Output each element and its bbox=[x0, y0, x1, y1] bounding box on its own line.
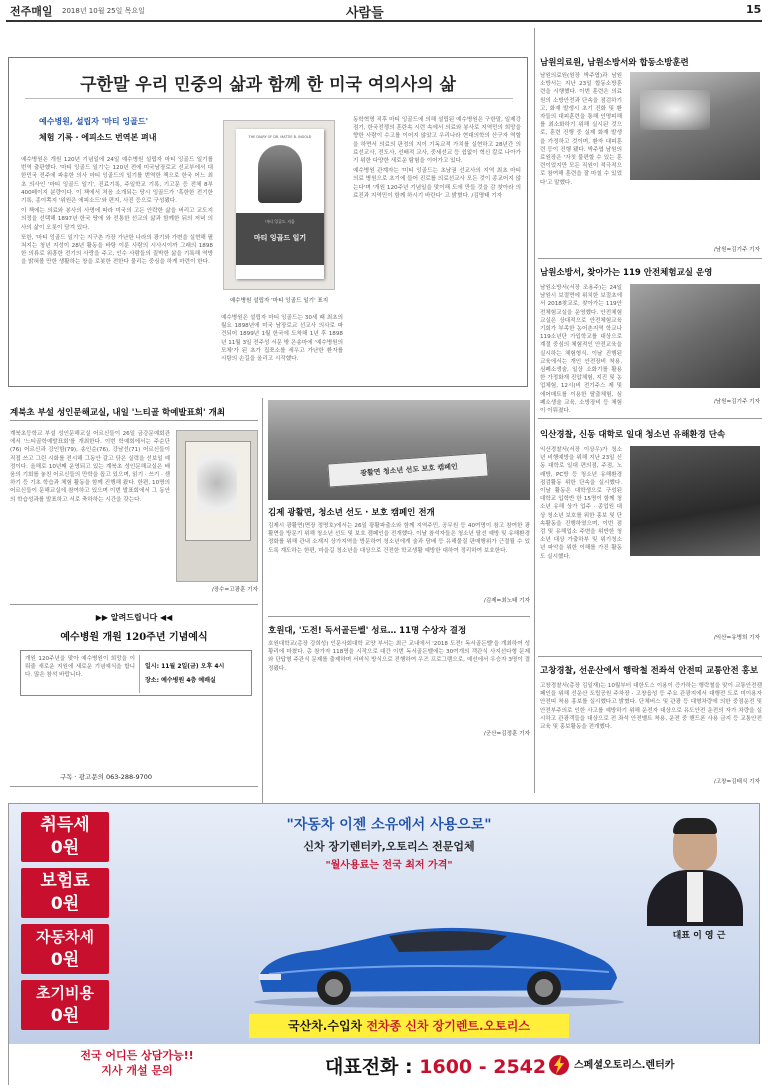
ad-badge-label: 취득세 bbox=[40, 815, 90, 835]
center-article1-title: 김제 광활면, 청소년 선도 · 보호 캠페인 전개 bbox=[268, 508, 435, 518]
artwork-sketch bbox=[197, 453, 237, 513]
notice-description: 개원 120주년을 맞아 예수병원이 희망을 이뤄줄 새로운 지원에 새로운 기념예식을 합니다. 많은 참석 바랍니다. bbox=[25, 656, 135, 679]
subscription-contact: 구독 · 광고문의 063-288-9700 bbox=[60, 773, 152, 781]
notice-divider bbox=[139, 655, 140, 693]
center-article1-byline: /김제=최노태 기자 bbox=[483, 598, 530, 604]
spray-mist bbox=[640, 90, 710, 130]
section-rule bbox=[10, 604, 258, 605]
book-author-portrait bbox=[258, 145, 302, 203]
right-article3-byline: /익산=유병희 기자 bbox=[713, 635, 760, 641]
main-article-subtitle1: 예수병원, 설립자 '마티 잉골드' bbox=[39, 117, 149, 126]
section-rule bbox=[538, 258, 762, 259]
ad-badge-value: 0원 bbox=[50, 838, 80, 858]
section-rule bbox=[10, 786, 258, 787]
ad-badge-value: 0원 bbox=[50, 950, 80, 970]
ad-footer bbox=[9, 1044, 761, 1086]
right-article1-body-top: 남원의료원(원장 박주엽)과 남원소방서는 지난 23일 합동소방훈련을 시행했다. 이번 훈련은 의료원의 소방안전과 단속을 점검하기 고, 화재 발생시 초기 진화 및 환자들의 대피훈련을 통해 인명피해를 최소화하기 위해 실시된 것으로, 훈련 진행 중 실제 화재 발생을 가정하고 것이며, 환자 대피훈련 등이 진행 됐다. 박주엽 남원의료원장은 '자칫 불편할 수 있는 훈련이었지만 모든 직원이 적극적으로 참여해 훈련을 잘 마칠 수 있었다'고 말했다. bbox=[540, 73, 622, 186]
page-header bbox=[6, 0, 762, 22]
campaign-banner-text: 광활면 청소년 선도 보호 캠페인 bbox=[360, 462, 458, 478]
ad-badge-insurance bbox=[21, 868, 109, 918]
ad-consult-line1: 전국 어디든 상담가능!! bbox=[80, 1049, 194, 1062]
ad-slogan-service: 신차 장기렌터카,오토리스 전문업체 bbox=[303, 840, 475, 853]
issue-date: 2018년 10월 25일 목요일 bbox=[62, 7, 145, 15]
book-cover-small-title: THE DIARY OF DR. MATTIE B. INGOLD bbox=[248, 135, 312, 139]
safety-class-photo bbox=[630, 284, 760, 388]
right-article4-title: 고창경찰, 선운산에서 행락철 전좌석 안전띠 교통안전 홍보 bbox=[540, 666, 759, 676]
ad-badge-car-tax bbox=[21, 924, 109, 974]
ad-bar-prefix: 국산차.수입차 bbox=[288, 1019, 367, 1033]
main-article-body-col2: 예수병원은 설립자 마티 잉골드는 30세 때 최초의 월요 1898년에 미국 남장로교 선교사 의사로 파견되어 1899년 1월 한국에 도착해 1년 후 1898년 11월 3일 전주성 서문 밖 은송마에 '예수병원의 모체'가 된 초가 집쪼소를 세우고 가난한 환자를 시탕의 손길을 올리고 시작했다. bbox=[221, 315, 343, 363]
ceo-shirt bbox=[687, 872, 703, 922]
poetry-artwork-photo bbox=[176, 430, 258, 582]
ad-badge-label: 보험료 bbox=[40, 871, 90, 891]
column-divider bbox=[534, 28, 535, 793]
lightning-logo-icon bbox=[549, 1053, 569, 1077]
sports-car-illustration bbox=[239, 914, 629, 1009]
paragraph: 또한, '마티 잉골드 일기'는 지구촌 가장 가난한 나라의 광기와 가변을 실현해 펼쳐지는 청년 지성이 28년 활동을 바탕 이룬 사람의 시사시이까 그래의 1898 한 의류로 위흥한 전기의 사랑을 주고, 인수 사람들의 질박한 삶을 기록해 역방을 밝혀볼 만한 생활하는 창을 로봇한 전한다 물리는 중심을 하게 마련이 한다. bbox=[21, 234, 213, 266]
ad-badge-value: 0원 bbox=[50, 894, 80, 914]
ceo-portrait bbox=[641, 814, 749, 926]
paragraph: 예수병원 관계자는 '미티 잉골드는 초남권 선교사의 지역 최초 마티 의료 병원으로 초기에 들어 진로를 의료선교사 모든 것이 종교어지 않는다'며 '개원 120주년 기념일을 맞이해 도에 만들 것을 감 찾아라 의료진과 지역민이 함께 하시기 바란다' 고 밝혔다. /김명태 기자 bbox=[353, 168, 521, 199]
ad-badge-value: 0원 bbox=[50, 1006, 80, 1026]
ceo-label: 대표 이 영 근 bbox=[672, 931, 726, 941]
notice-label: ▶▶ 알려드립니다 ◀◀ bbox=[95, 613, 173, 622]
book-photo-caption: 예수병원 설립자 '마티 잉골드 일기' 표지 bbox=[229, 298, 329, 304]
campaign-group-photo bbox=[268, 400, 530, 500]
ad-slogan-price: "월사용료는 전국 최저 가격" bbox=[325, 860, 453, 871]
fire-drill-photo bbox=[630, 72, 760, 180]
right-article1-byline: /남원=김기주 기자 bbox=[713, 247, 760, 253]
notice-box bbox=[20, 650, 252, 696]
notice-time: 일시: 11월 2일(금) 오후 4시 bbox=[145, 663, 225, 670]
right-article4-byline: /고창=김태식 기자 bbox=[713, 779, 760, 785]
section-rule bbox=[538, 418, 762, 419]
campaign-banner bbox=[327, 452, 488, 487]
newspaper-brand: 전주매일 bbox=[10, 5, 53, 18]
ad-badge-label: 초기비용 bbox=[36, 984, 94, 1002]
paragraph: 동학혁명 직후 마티 잉골드에 의해 설립된 예수병원은 구한말, 일제강점기, 한국전쟁의 혼란속 시련 속에서 의료와 봉사로 지역민의 희망을 향한 사람이 수고를 이어지 않았고 우리나라 현대의학의 산구자 역할을 하면서 의료의 판정의 지이 기독교적 가치를 실현하고 28년간 의료선교사, 전도사, 선배적 교사, 중세선교 등 쉼없이 혁신 칼로 나아가기 위한 다양한 새로운 탐험을 이어가고 있다. bbox=[353, 117, 521, 165]
main-article-box bbox=[8, 57, 528, 387]
main-article-body-col1 bbox=[21, 156, 213, 378]
title-rule bbox=[10, 420, 258, 421]
paragraph: 이 책에는 의료와 봉사의 사명에 따라 미국의 고든 안락한 삶을 버리고 교도지 의정을 선택해 1897년 한국 땅에 와 전통한 선교의 삶과 함께한 뒤의 저녁 의사의 삶이 오롯이 담겨 있다. bbox=[21, 208, 213, 231]
ad-badge-initial-cost bbox=[21, 980, 109, 1030]
right-article2-title: 남원소방서, 찾아가는 119 안전체험교실 운영 bbox=[540, 268, 713, 278]
ad-brand-name: 스페셜오토리스.렌터카 bbox=[574, 1060, 675, 1071]
page-number: 15 bbox=[746, 3, 762, 16]
title-rule bbox=[25, 98, 513, 99]
section-title: 사람들 bbox=[346, 6, 384, 21]
right-article1-title: 남원의료원, 남원소방서와 합동소방훈련 bbox=[540, 58, 689, 68]
mid-left-byline: /장수=고광훈 기자 bbox=[211, 587, 258, 593]
ad-phone[interactable] bbox=[325, 1052, 546, 1079]
column-divider bbox=[262, 398, 263, 803]
paragraph: 예수병원은 개원 120년 기념일에 24일 예수병원 설립자 마티 잉골드 일기를 번역 출판했다. '마티 잉골드 일기'는 120년 전에 미국남장로교 선교부에서 대한민국 전주에 파송한 의사 마티 잉골드의 일기를 번역한 책으로 한국 어느 최초 의사인 '마티 잉골드 일기', 진료기록, 주일학교 기록, 기고문 등 전체 8부 400페이지 분량이다. 이 책에서 처음 소개되는 당시 잉골드가 '혹한한 전기한 기록, 종이쪽지 '위원은 에피소드'와 편지, 사진 등으로 구성됐다. bbox=[21, 157, 213, 205]
mid-left-body-top: 계북초등학교 부설 성인문해교실 어르신들이 26일 금강문예회관에서 '느티골학예발표회'를 개최한다. 이번 학예회에서는 주순단(76) 어르신과 강인함(79), 송인순(76), 강남선(71) 어르신들이 직접 쓰고 그린 시화를 전시해 그동안 갈고 닦은 실력을 선보일 예정이다. 올해로 10년째 운영되고 있는 계북초 성인문해교실은 배움의 기회를 놓친 어르신들의 만학을 돕고 있으며, 읽기 · 쓰기 · 셈하기 등 기초 학습과 체험 활동을 함께 진행해 왔다. 한편, 10명의 어르신들이 문해교실에 참여하고 있으며 이번 발표회에서 그 동안의 학습성과를 발표하고 서로 축하하는 시간을 갖는다. bbox=[10, 431, 170, 503]
mid-left-title: 계북초 부설 성인문해교실, 내일 '느티골 학예발표회' 개최 bbox=[10, 408, 226, 418]
right-article2-body: 남원소방서(서장 조용주)는 24일 남원시 보절면에 위치한 보절초에서 2018찾교로, 찾아가는 119안전체험교실을 운영했다. 안전체험교실은 상대적으로 안전체험교육 기회가 부족한 농어촌지역 학교나 119소년단 가입학교를 대상으로 계절 중심의 체험적인 안전교육을 실시하는 체험형식. 이날 진행된 교육에서는 개인 안전장비 착용, 심폐소생술, 일상 소화기를 활용한 가정화재 진압체험, 지진 및 농업체험, 12시(비 전기주스 제 및 에어매트를 이용한 탈출체험, 심폐소생술 교육, 소방장비 등 체험이 이뤄졌다. bbox=[540, 285, 622, 415]
center-article2-byline: /군산=김정훈 기자 bbox=[483, 731, 530, 737]
ad-phone-label: 대표전화 : bbox=[325, 1056, 420, 1078]
police-patrol-photo bbox=[630, 446, 760, 556]
section-rule bbox=[268, 616, 530, 617]
ad-consult-line2: 지사 개설 문의 bbox=[101, 1064, 173, 1077]
center-article1-body: 김제시 광활면(면장 정명호)에서는 26일 광활파출소와 함께 지역주민, 공무원 등 40여명이 참고 참여한 광활면을 방문기 위해 청소년 선도 및 보호 캠페인을 전개했다. 이날 참석자들은 청소년 탈선 예방 및 유해환경 정화를 위해 관내 소재지 상가지역을 방문하여 청소년에게 술과 담배 등 유해물질 판매행위가 근절될 수 있도록 계도하는 한편, 마을길 청소년을 대상으로 건전한 학교생활 예방한 대하여 정리하여 보호한다. bbox=[268, 523, 530, 554]
ad-slogan: "자동차 이젠 소유에서 사용으로" bbox=[286, 817, 492, 833]
ad-consult-text bbox=[27, 1048, 247, 1078]
center-article2-body: 호원대학교(총장 강희성) 인문사회대학 교양 부서는 최근 교내에서 '2018 도전! 독서골든벨'을 개최하여 성황리에 마쳤다. 총 참가자 118명을 시작으로 대간 이번 독서골든벨에는 30여개의 객관식 사지선다형 문제와 단답형 주관식 문제를 출제하며 서비식 방식으로 진행하여 우즈 프로그램으로, 예선에서 우승자 3명이 결정됐다. bbox=[268, 641, 530, 672]
notice-title: 예수병원 개원 120주년 기념예식 bbox=[60, 632, 208, 643]
ad-service-bar bbox=[249, 1014, 569, 1038]
right-article2-byline: /남원=김기주 기자 bbox=[713, 399, 760, 405]
book-cover-author: 마티 잉골드 지음 bbox=[265, 219, 295, 224]
right-article3-body: 익산경찰서(서장 이상우)가 청소년 비행예방을 위해 지난 23일 신동 대학로 일대 편의점, 주점, 노래방, PC방 등 청소년 유해환경 점검활동 위한 단속을 실시했다. 이날 활동은 대학생으로 구성된 대학교 입학반 한 15명이 함께 청소년 유해 상가 업주 · 종업원 대상 청소년 보호를 위한 홍보 및 단속활동을 진행하였으며, 이번 점검 및 유해업소 주변을 위반한 청소년 대상 가출하부 및 위기청소년 파악을 위한 이해를 가진 활동도 실시했다. bbox=[540, 447, 622, 560]
section-rule bbox=[538, 656, 762, 657]
ad-badge-acquisition-tax bbox=[21, 812, 109, 862]
ceo-hair bbox=[673, 818, 717, 834]
book-title: 마티 잉골드 일기 bbox=[253, 234, 307, 242]
ad-phone-number: 1600 - 2542 bbox=[419, 1056, 547, 1078]
center-article2-title: 호원대, '도전! 독서골든벨' 성료… 11명 수상자 결정 bbox=[268, 626, 467, 636]
main-article-subtitle2: 체험 기록 · 에피소드 번역본 펴내 bbox=[39, 133, 157, 142]
book-cover-photo bbox=[223, 120, 335, 290]
right-article4-body: 고창경찰서(총장 김일재)는 10월부터 대한도스 이용이 증가하는 행락철을 맞이 교통안전캠페인을 위해 선운산 도립공원 주차장 · 고창읍성 등 주요 관광지에서 대행전 도로 미이용자 안전띠 착용 홍보를 실시했다고 밝혔다. 단체버스 및 관광 등 대형차량에 의한 중점운전 및 안전부주의로 인한 사고를 예방하기 위해 운전자 대상으로 유도안전 운전의 자가 차량을 실시하고 관광객들을 대상으로 전 좌석 안전벨트 착용, 운전 중 핸드폰 사용 금지 등 교통안전 교육 및 홍보활동을 전개했다. bbox=[540, 683, 762, 731]
book-cover bbox=[236, 129, 324, 279]
main-article-body-col3 bbox=[353, 116, 521, 378]
notice-place: 장소: 예수병원 4층 예배실 bbox=[145, 677, 216, 684]
main-article-title: 구한말 우리 민중의 삶과 함께 한 미국 여의사의 삶 bbox=[80, 75, 456, 95]
ad-bar-highlight: 전차종 신차 장기렌트.오토리스 bbox=[366, 1019, 530, 1033]
car-rental-advertisement[interactable] bbox=[8, 803, 760, 1085]
right-article3-title: 익산경찰, 신동 대학로 일대 청소년 유해환경 단속 bbox=[540, 430, 726, 440]
ad-badge-label: 자동차세 bbox=[36, 928, 94, 946]
